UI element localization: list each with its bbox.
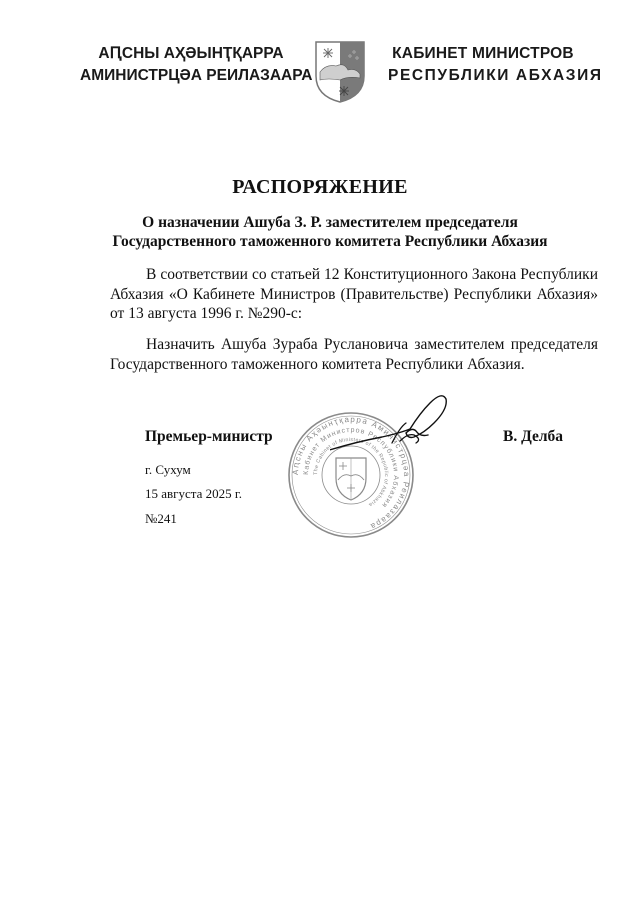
handwritten-signature-icon (330, 393, 460, 463)
header-right-line1: КАБИНЕТ МИНИСТРОВ (392, 45, 574, 62)
header-left-title (80, 43, 313, 87)
header-right-line2: РЕСПУБЛИКИ АБХАЗИЯ (388, 67, 603, 84)
seal-outer-text: Аԥсны Аҳәынҭқарра Аминистрцәа Реилазаара (290, 414, 412, 532)
header-right-title (388, 43, 603, 87)
header-left-line1: АԤСНЫ АҲӘЫНҬҚАРРА (98, 45, 284, 62)
signatory-position: Премьер-министр (145, 428, 273, 445)
document-subject (100, 213, 560, 251)
signatory-name: В. Делба (503, 428, 564, 445)
coat-of-arms-icon (314, 40, 366, 104)
document-type-title: РАСПОРЯЖЕНИЕ (232, 176, 408, 198)
paragraph-preamble: В соответствии со статьей 12 Конституционного Закона Республики Абхазия «О Кабинете Министров (Правительстве) Республики Абхазия» от 13 августа 1996 г. №290-с: (110, 266, 598, 322)
subject-line-2: Государственного таможенного комитета Республики Абхазия (112, 233, 548, 250)
document-date: 15 августа 2025 г. (145, 486, 242, 501)
subject-line-1: О назначении Ашуба З. Р. заместителем председателя (142, 214, 518, 231)
header-left-line2: АМИНИСТРЦӘА РЕИЛАЗААРА (80, 67, 313, 84)
paragraph-order: Назначить Ашуба Зураба Руслановича заместителем председателя Государственного таможенного комитета Республики Абхазия. (110, 336, 598, 373)
seal-inner-text: The Cabinet of Ministers of the Republic of Abkhazia (312, 436, 390, 508)
document-number: №241 (145, 511, 177, 526)
document-city: г. Сухум (145, 462, 191, 477)
seal-middle-text: Кабинет Министров Республики Абхазия (302, 426, 400, 510)
